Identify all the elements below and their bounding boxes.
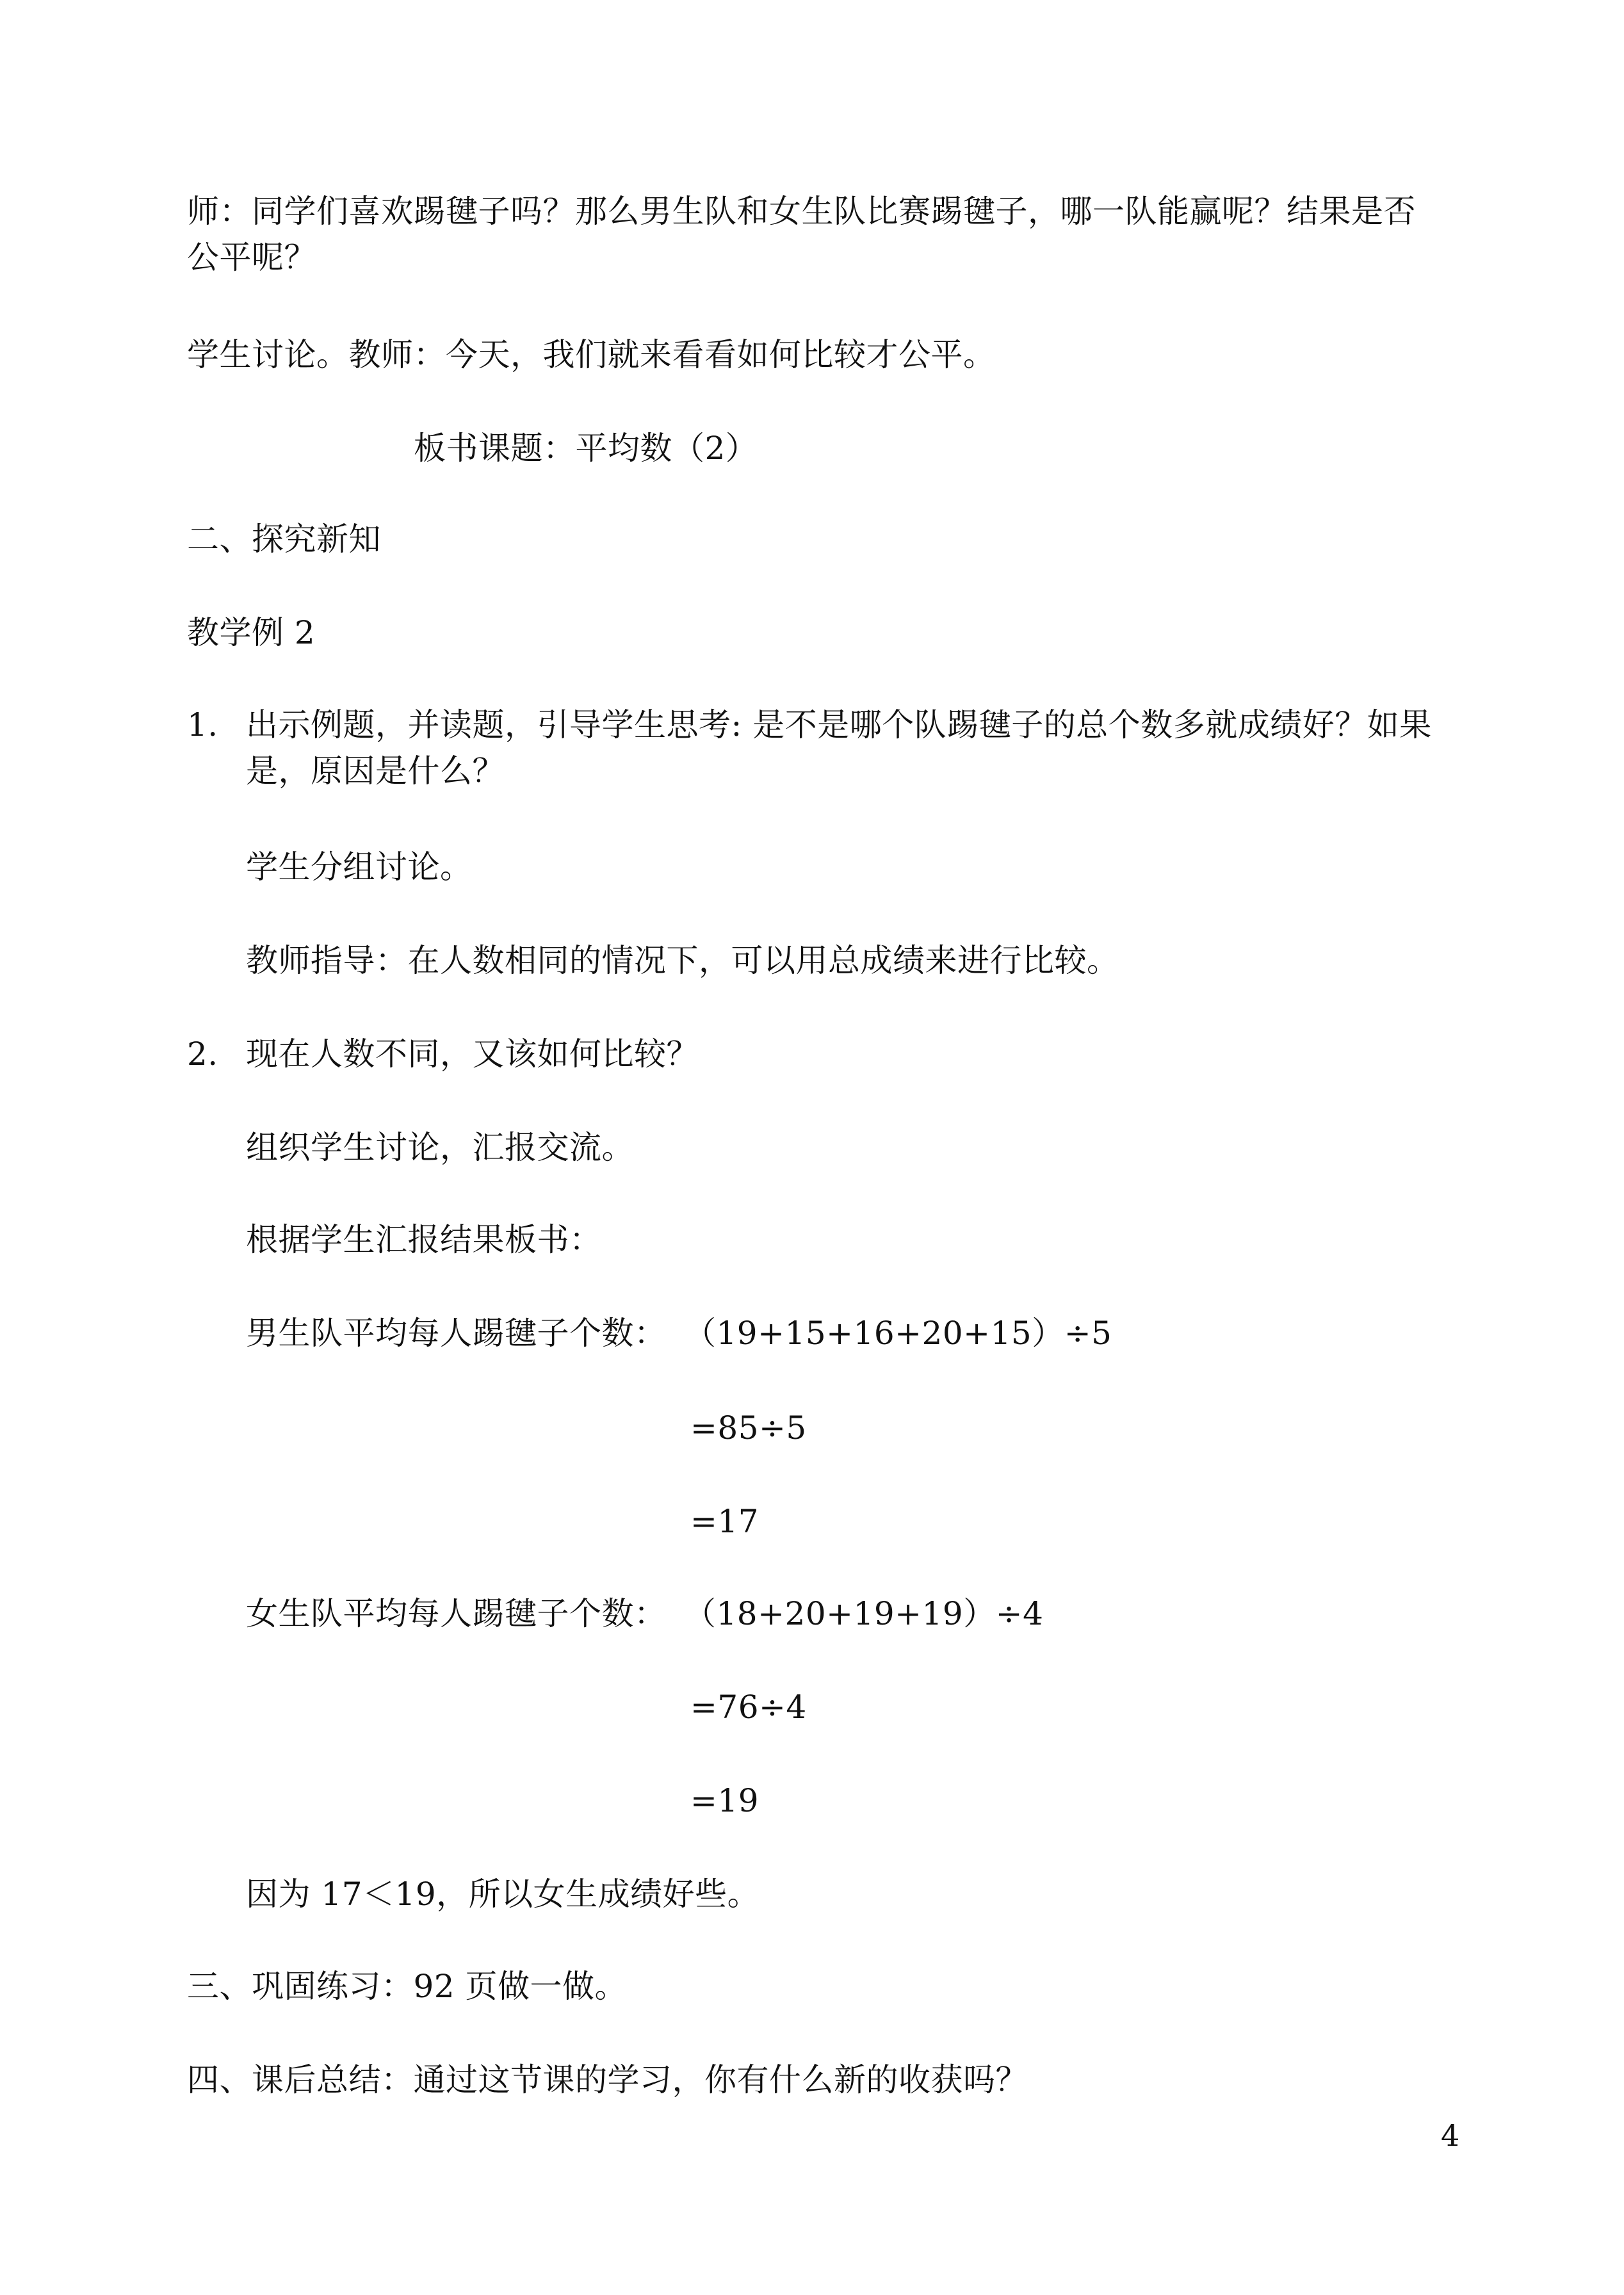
teacher-question-line-2: 公平呢？ [187, 239, 316, 276]
example-title: 教学例 2 [187, 614, 316, 651]
girls-average-step-1: =76÷4 [690, 1689, 807, 1726]
organize-discussion-text: 组织学生讨论，汇报交流。 [246, 1129, 634, 1166]
page-number: 4 [1441, 2118, 1460, 2153]
student-discussion-text: 学生讨论。教师：今天，我们就来看看如何比较才公平。 [187, 336, 996, 373]
girls-average-step-2: =19 [690, 1782, 759, 1819]
item-number-1: 1. [187, 706, 218, 743]
item-number-2: 2. [187, 1035, 218, 1073]
section-heading-summary: 四、课后总结：通过这节课的学习，你有什么新的收获吗？ [187, 2061, 1028, 2098]
boys-average-expression: （19+15+16+20+15）÷5 [684, 1315, 1112, 1352]
teacher-question-line-1: 师：同学们喜欢踢毽子吗？那么男生队和女生队比赛踢毽子，哪一队能赢呢？结果是否 [187, 193, 1416, 230]
girls-average-label: 女生队平均每人踢毽子个数： [246, 1595, 667, 1632]
item-1-line-2: 是，原因是什么？ [246, 752, 505, 790]
boys-average-step-2: =17 [690, 1503, 759, 1540]
girls-average-expression: （18+20+19+19）÷4 [684, 1595, 1044, 1632]
board-intro-text: 根据学生汇报结果板书： [246, 1221, 602, 1258]
item-1-line-1: 出示例题，并读题，引导学生思考: 是不是哪个队踢毽子的总个数多就成绩好？如果 [246, 706, 1432, 743]
comparison-conclusion: 因为 17＜19，所以女生成绩好些。 [246, 1876, 760, 1913]
item-2-question: 现在人数不同，又该如何比较？ [246, 1035, 699, 1073]
section-heading-practice: 三、巩固练习：92 页做一做。 [187, 1968, 628, 2005]
boys-average-label: 男生队平均每人踢毽子个数： [246, 1315, 667, 1352]
group-discussion-text: 学生分组讨论。 [246, 848, 473, 886]
board-title-text: 板书课题：平均数（2） [414, 430, 758, 467]
boys-average-step-1: =85÷5 [690, 1409, 807, 1447]
teacher-guidance-text: 教师指导：在人数相同的情况下，可以用总成绩来进行比较。 [246, 942, 1119, 979]
section-heading-explore: 二、探究新知 [187, 521, 381, 558]
